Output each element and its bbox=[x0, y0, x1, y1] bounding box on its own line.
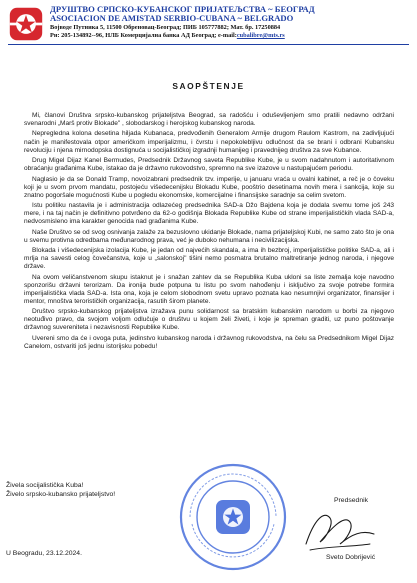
place-date: U Beogradu, 23.12.2024. bbox=[6, 550, 82, 557]
official-seal-stamp bbox=[178, 462, 288, 572]
paragraph: Istu politiku nastavila je i administracija odlazećeg predsednika SAD-a Džo Bajdena koja je dodala svemu tome još 243 mere, i na taj način je definitivno potvrđeno da 62-o godišnja Blokada Republike Kube od strane imperijalističkih vlada SAD-a, nedvosmisleno ima karakter genocida nad građanima Kube. bbox=[24, 202, 394, 226]
society-logo-icon bbox=[8, 6, 44, 42]
handwritten-signature bbox=[300, 500, 380, 562]
paragraph: Uvereni smo da će i ovoga puta, jedinstvo kubanskog naroda i državnog rukovodstva, na čelu sa Predsednikom Migel Dijaz Canelom, ostvariti još jednu istorijsku pobedu! bbox=[24, 334, 394, 350]
paragraph: Naše Društvo se od svog osnivanja zalaže za bezuslovno ukidanje Blokade, nama prijateljskoj Kubi, ne samo zato što je ona u svemu protivna odredbama međunarodnog prava, već je duboko nehumana i necivilizacijska. bbox=[24, 228, 394, 244]
paragraph: Nepregledna kolona desetina hiljada Kubanaca, predvođenih Generalom Armije drugom Raulom Kastrom, na zadivljujući način je manifestovala otpor američkom imperijalizmu, i čvrstu i nepokolebljivu odlučnost da se brani i odbrani Kubansku revoluciju i njena mirnodopska dostignuća u socijalističkoj izgradnji humanijeg i pravednijeg društva za sve Kubance. bbox=[24, 130, 394, 154]
signatory-name: Sveto Dobrijević bbox=[326, 554, 376, 561]
signatory-role: Predsednik bbox=[334, 497, 369, 504]
paragraph: Mi, članovi Društva srpsko-kubanskog prijateljstva Beograd, sa radošću i oduševljenjem smo pratili nedavno održani svenarodni „Marš protiv Blokade" , slobodarskog i herojskog kubanskog naroda. bbox=[24, 112, 394, 128]
letterhead-bank-email bbox=[50, 32, 412, 40]
closing-line: Živelo srpsko-kubansko prijateljstvo! bbox=[6, 490, 116, 498]
paragraph: Drug Migel Dijaz Kanel Bermudes, Predsednik Državnog saveta Republike Kube, je u svom nadahnutom i autoritativnom obraćanju građanima Kube, istakao da je državno rukovodstvo, spremno na sve izazove u nastupajućem periodu. bbox=[24, 157, 394, 173]
header-divider bbox=[8, 44, 409, 45]
email-link[interactable]: cubalibre@mts.rs bbox=[236, 31, 285, 39]
closing-slogans bbox=[6, 482, 115, 499]
letterhead-bank: Рн: 205-134892--96, НЛБ Комерцијална банка АД Београд; e-mail: bbox=[50, 31, 237, 39]
document-title: SAOPŠTENJE bbox=[172, 81, 245, 91]
letterhead-address: Војводе Путника 5, 11500 Обреновац-Београд; ПИБ 105777882; Мат. бр. 17250884 bbox=[50, 23, 281, 31]
paragraph: Društvo srpsko-kubanskog prijateljstva izražava punu solidarnost sa bratskim kubanskim narodom u borbi za njegovo neotuđivo pravo, da svojom voljom odlučuje o društvu u kojem želi živeti, i koje je spreman graditi, uz puno poštovanje državnog suvereniteta i nezavisnosti Republike Kube. bbox=[24, 308, 394, 332]
closing-line: Živela socijalistička Kuba! bbox=[6, 482, 84, 489]
letterhead-name-spanish: ASOCIACION DE AMISTAD SERBIO-CUBANA ~ BELGRADO bbox=[50, 13, 294, 24]
paragraph: Na ovom veličanstvenom skupu istaknut je i snažan zahtev da se Republika Kuba ukloni sa liste zemalja koje navodno sponzorišu državni terorizam. Da ironija bude potpuna tu listu po svom nahođenju i isključivo za svoje potrebe formira imperijalistička vlada SAD-a. Ista ona, koja je celom slobodnom svetu upravo poznata kao nesumnjivi organizator, finansijer i mentor, mnoštva terorističkih organizacija, rasutih širom planete. bbox=[24, 273, 394, 305]
letterhead bbox=[50, 5, 412, 40]
paragraph: Naglasio je da se Donald Tramp, novoizabrani predsednik tzv. imperije, u januaru vraća u ovalni kabinet, a reč je o čoveku koji je u svom prvom mandatu, postojeću višedecenijsku Blokadu Kube, pooštrio desetinama novih mera i sankcija, koje su znatno pogoršale mogućnosti Kube u pogledu ekonomske, komercijalne i finansijske saradnje sa celim svetom. bbox=[24, 175, 394, 199]
statement-body bbox=[24, 112, 394, 353]
paragraph: Blokada i višedecenijska izolacija Kube, je jedan od najvećih skandala, a ima ih bezbroj, imperijalističke politike SAD-a, ali i mrlja na savesti celog čovečanstva, koje u „salonskoj" tišini nemo posmatra brutalno maltretiranje jednog naroda, i njegove države. bbox=[24, 247, 394, 271]
letterhead-name-serbian: ДРУШТВО СРПСКО-КУБАНСКОГ ПРИЈАТЕЉСТВА ~ БЕОГРАД bbox=[50, 4, 315, 14]
